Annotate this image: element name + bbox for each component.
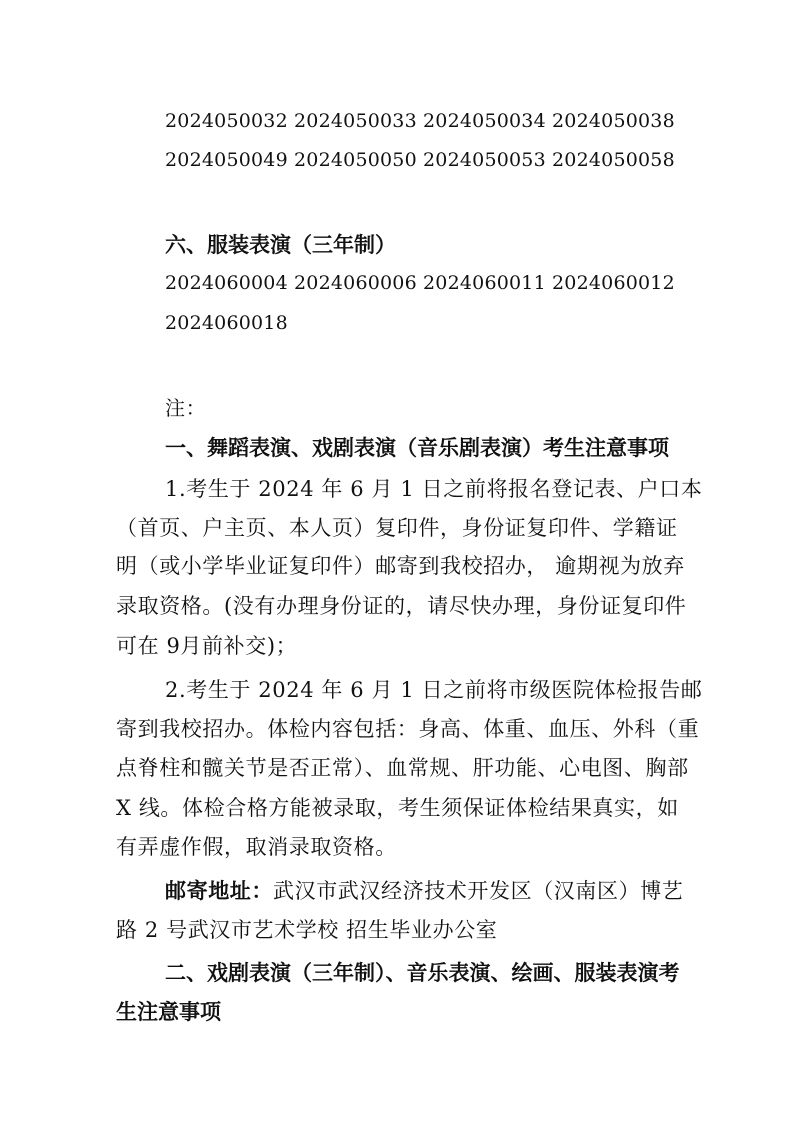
- mailing-address: [165, 875, 686, 905]
- paragraph-line: 2.考生于 2024 年 6 月 1 日之前将市级医院体检报告邮: [165, 678, 703, 702]
- notes-heading-1: 一、舞蹈表演、戏剧表演（音乐剧表演）考生注意事项: [165, 435, 669, 460]
- id-row: [165, 272, 681, 302]
- candidate-id: 2024060006: [294, 272, 417, 294]
- candidate-id: 2024050058: [552, 149, 675, 171]
- id-row: [165, 312, 294, 342]
- candidate-id: 2024060012: [552, 272, 675, 294]
- paragraph-line: 有弄虚作假，取消录取资格。: [116, 835, 397, 859]
- mailing-address-label: 邮寄地址：: [165, 878, 273, 903]
- paragraph-line: （首页、户主页、本人页）复印件，身份证复印件、学籍证: [116, 516, 678, 540]
- section-heading-fashion: 六、服装表演（三年制）: [165, 232, 396, 257]
- paragraph-line: 寄到我校招办。体检内容包括：身高、体重、血压、外科（重: [116, 717, 700, 741]
- notes-label: 注：: [165, 396, 207, 420]
- paragraph-line: 录取资格。(没有办理身份证的，请尽快办理，身份证复印件: [116, 594, 687, 618]
- candidate-id: 2024050053: [423, 149, 546, 171]
- notes-heading-2-cont: 生注意事项: [116, 999, 221, 1024]
- candidate-id: 2024060004: [165, 272, 288, 294]
- paragraph-line: X 线。体检合格方能被录取，考生须保证体检结果真实，如: [116, 796, 679, 820]
- candidate-id: 2024050033: [294, 110, 417, 132]
- paragraph-line: 1.考生于 2024 年 6 月 1 日之前将报名登记表、户口本: [165, 477, 703, 501]
- candidate-id: 2024060018: [165, 312, 288, 334]
- paragraph-line: 明（或小学毕业证复印件）邮寄到我校招办， 逾期视为放弃: [116, 554, 685, 578]
- mailing-address-text: 武汉市武汉经济技术开发区（汉南区）博艺: [273, 879, 684, 903]
- candidate-id: 2024050034: [423, 110, 546, 132]
- candidate-id: 2024050038: [552, 110, 675, 132]
- id-row: [165, 149, 681, 179]
- candidate-id: 2024050050: [294, 149, 417, 171]
- mailing-address-line2: 路 2 号武汉市艺术学校 招生毕业办公室: [116, 918, 498, 942]
- id-row: [165, 110, 681, 140]
- paragraph-line: 可在 9月前补交)；: [116, 634, 298, 658]
- candidate-id: 2024060011: [423, 272, 546, 294]
- candidate-id: 2024050032: [165, 110, 288, 132]
- notes-heading-2: 二、戏剧表演（三年制）、音乐表演、绘画、服装表演考: [165, 960, 680, 985]
- candidate-id: 2024050049: [165, 149, 288, 171]
- paragraph-line: 点脊柱和髋关节是否正常）、血常规、肝功能、心电图、胸部: [116, 756, 689, 780]
